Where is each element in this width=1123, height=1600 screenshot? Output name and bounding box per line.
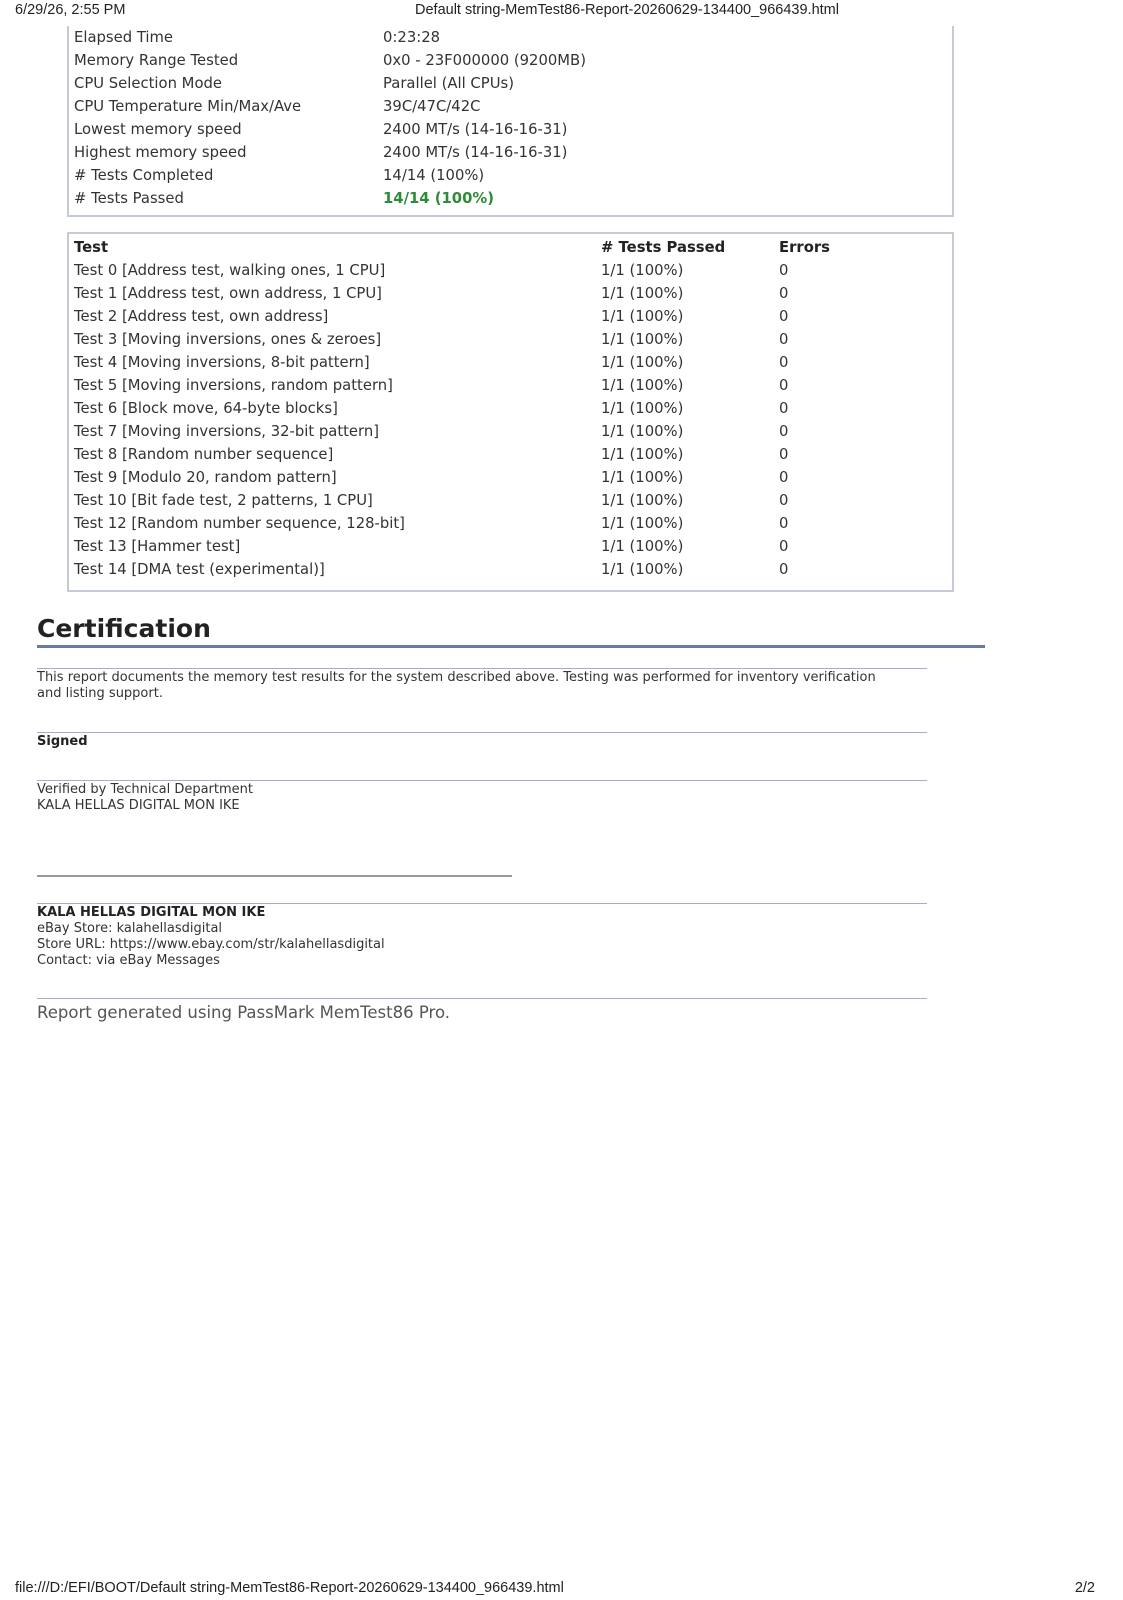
summary-value: 14/14 (100%) — [383, 167, 485, 184]
tests-table — [67, 232, 954, 592]
summary-value: Parallel (All CPUs) — [383, 75, 515, 92]
test-name: Test 8 [Random number sequence] — [74, 446, 334, 463]
test-errors: 0 — [779, 423, 789, 440]
tests-passed-value: 14/14 (100%) — [383, 190, 494, 207]
test-errors: 0 — [779, 446, 789, 463]
divider — [37, 668, 927, 669]
test-errors: 0 — [779, 492, 789, 509]
test-passed: 1/1 (100%) — [601, 423, 684, 440]
table-header — [74, 236, 949, 259]
test-errors: 0 — [779, 400, 789, 417]
test-name: Test 6 [Block move, 64-byte blocks] — [74, 400, 338, 417]
table-row — [74, 466, 949, 489]
summary-key: Highest memory speed — [74, 144, 247, 161]
test-errors: 0 — [779, 377, 789, 394]
print-date: 6/29/26, 2:55 PM — [15, 2, 126, 18]
page-number: 2/2 — [1074, 1580, 1095, 1596]
divider — [37, 998, 927, 999]
contact: Contact: via eBay Messages — [37, 953, 220, 968]
summary-row — [74, 72, 944, 95]
test-name: Test 3 [Moving inversions, ones & zeroes] — [74, 331, 382, 348]
print-document-title: Default string-MemTest86-Report-20260629-134400_966439.html — [415, 2, 839, 18]
summary-key: # Tests Completed — [74, 167, 214, 184]
test-name: Test 0 [Address test, walking ones, 1 CPU] — [74, 262, 386, 279]
certification-statement — [37, 670, 876, 702]
test-passed: 1/1 (100%) — [601, 377, 684, 394]
table-row — [74, 374, 949, 397]
summary-row — [74, 26, 944, 49]
summary-value: 2400 MT/s (14-16-16-31) — [383, 121, 568, 138]
summary-table — [67, 26, 954, 217]
test-name: Test 10 [Bit fade test, 2 patterns, 1 CPU] — [74, 492, 373, 509]
table-row — [74, 443, 949, 466]
summary-key: # Tests Passed — [74, 190, 184, 207]
signature-line — [37, 875, 512, 877]
divider — [37, 780, 927, 781]
summary-key: CPU Temperature Min/Max/Ave — [74, 98, 302, 115]
table-row — [74, 420, 949, 443]
test-errors: 0 — [779, 285, 789, 302]
table-row — [74, 535, 949, 558]
table-row — [74, 328, 949, 351]
test-name: Test 7 [Moving inversions, 32-bit pattern] — [74, 423, 380, 440]
verified-block — [37, 782, 253, 814]
company-name: KALA HELLAS DIGITAL MON IKE — [37, 905, 266, 920]
header-test: Test — [74, 239, 109, 256]
generated-note: Report generated using PassMark MemTest86 Pro. — [37, 1003, 450, 1022]
summary-value: 2400 MT/s (14-16-16-31) — [383, 144, 568, 161]
test-passed: 1/1 (100%) — [601, 262, 684, 279]
divider — [37, 732, 927, 733]
summary-key: Lowest memory speed — [74, 121, 242, 138]
test-name: Test 13 [Hammer test] — [74, 538, 241, 555]
table-row — [74, 512, 949, 535]
divider — [37, 903, 927, 904]
test-name: Test 1 [Address test, own address, 1 CPU] — [74, 285, 382, 302]
table-row — [74, 489, 949, 512]
summary-row — [74, 164, 944, 187]
test-passed: 1/1 (100%) — [601, 469, 684, 486]
test-name: Test 4 [Moving inversions, 8-bit pattern] — [74, 354, 370, 371]
test-errors: 0 — [779, 262, 789, 279]
statement-line: This report documents the memory test results for the system described above. Testing was performed for inventory verification — [37, 670, 876, 685]
store-url: Store URL: https://www.ebay.com/str/kalahellasdigital — [37, 937, 385, 952]
test-passed: 1/1 (100%) — [601, 331, 684, 348]
table-row — [74, 558, 949, 581]
test-passed: 1/1 (100%) — [601, 400, 684, 417]
signed-label: Signed — [37, 734, 88, 749]
table-row — [74, 351, 949, 374]
test-passed: 1/1 (100%) — [601, 515, 684, 532]
summary-row — [74, 118, 944, 141]
table-row — [74, 305, 949, 328]
heading-divider — [37, 645, 985, 648]
statement-line: and listing support. — [37, 686, 163, 701]
test-errors: 0 — [779, 354, 789, 371]
test-passed: 1/1 (100%) — [601, 561, 684, 578]
test-passed: 1/1 (100%) — [601, 354, 684, 371]
verified-company: KALA HELLAS DIGITAL MON IKE — [37, 798, 240, 813]
header-tests-passed: # Tests Passed — [601, 239, 726, 256]
test-errors: 0 — [779, 515, 789, 532]
test-name: Test 14 [DMA test (experimental)] — [74, 561, 325, 578]
summary-value: 39C/47C/42C — [383, 98, 481, 115]
test-errors: 0 — [779, 469, 789, 486]
test-name: Test 2 [Address test, own address] — [74, 308, 329, 325]
test-name: Test 5 [Moving inversions, random pattern] — [74, 377, 393, 394]
certification-heading: Certification — [37, 614, 211, 643]
test-errors: 0 — [779, 561, 789, 578]
print-footer — [0, 1578, 1123, 1600]
test-errors: 0 — [779, 331, 789, 348]
summary-row — [74, 49, 944, 72]
header-errors: Errors — [779, 239, 830, 256]
summary-row — [74, 95, 944, 118]
test-name: Test 12 [Random number sequence, 128-bit] — [74, 515, 405, 532]
summary-row — [74, 141, 944, 164]
print-header — [0, 0, 1123, 22]
ebay-store: eBay Store: kalahellasdigital — [37, 921, 223, 936]
test-name: Test 9 [Modulo 20, random pattern] — [74, 469, 337, 486]
table-row — [74, 397, 949, 420]
test-passed: 1/1 (100%) — [601, 492, 684, 509]
table-row — [74, 282, 949, 305]
test-passed: 1/1 (100%) — [601, 538, 684, 555]
test-passed: 1/1 (100%) — [601, 308, 684, 325]
summary-value: 0x0 - 23F000000 (9200MB) — [383, 52, 586, 69]
table-row — [74, 259, 949, 282]
test-passed: 1/1 (100%) — [601, 446, 684, 463]
summary-row — [74, 187, 944, 210]
summary-key: Elapsed Time — [74, 29, 174, 46]
summary-key: CPU Selection Mode — [74, 75, 222, 92]
test-passed: 1/1 (100%) — [601, 285, 684, 302]
summary-key: Memory Range Tested — [74, 52, 239, 69]
test-errors: 0 — [779, 308, 789, 325]
test-errors: 0 — [779, 538, 789, 555]
summary-value: 0:23:28 — [383, 29, 441, 46]
company-block — [37, 905, 385, 969]
verified-line: Verified by Technical Department — [37, 782, 253, 797]
print-url: file:///D:/EFI/BOOT/Default string-MemTest86-Report-20260629-134400_966439.html — [15, 1580, 564, 1596]
